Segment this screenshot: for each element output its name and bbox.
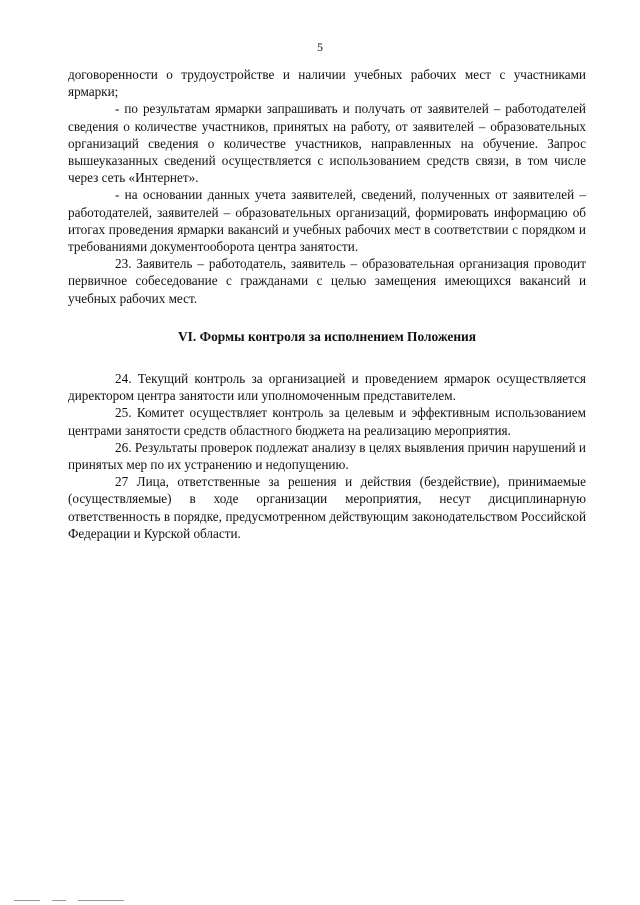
paragraph-item-23: 23. Заявитель – работодатель, заявитель – образовательная организация проводит первичное собеседование с гражданами с целью замещения имеющихся вакансий и учебных рабочих мест. bbox=[68, 256, 586, 306]
page-number: 5 bbox=[317, 40, 323, 54]
paragraph-item-24: 24. Текущий контроль за организацией и проведением ярмарок осуществляется директором центра занятости или уполномоченным представителем. bbox=[68, 371, 586, 404]
section-title: VI. Формы контроля за исполнением Положения bbox=[178, 328, 476, 344]
paragraph-item-25: 25. Комитет осуществляет контроль за целевым и эффективным использованием центрами занятости средств областного бюджета на реализацию мероприятия. bbox=[68, 405, 586, 438]
paragraph-item-26: 26. Результаты проверок подлежат анализу в целях выявления причин нарушений и принятых мер по их устранению и недопущению. bbox=[68, 439, 586, 473]
scan-artifact bbox=[78, 900, 124, 901]
paragraph-form-information: - на основании данных учета заявителей, сведений, полученных от заявителей – работодателей, заявителей – образовательных организаций, формировать информацию об итогах проведения ярмарки вакансий и учебных рабочих мест в соответствии с порядком и требованиями документооборота центра занятости. bbox=[68, 187, 586, 255]
scan-artifact bbox=[14, 900, 40, 901]
scan-artifact bbox=[52, 900, 66, 901]
document-body bbox=[68, 66, 586, 542]
paragraph-item-27: 27 Лица, ответственные за решения и действия (бездействие), принимаемые (осуществляемые) в ходе организации мероприятия, несут дисциплинарную ответственность в порядке, предусмотренном действующим законодательством Российской Федерации и Курской области. bbox=[68, 474, 586, 541]
paragraph-request-results: - по результатам ярмарки запрашивать и получать от заявителей – работодателей сведения о количестве участников, принятых на работу, от заявителей – образовательных организаций сведения о количестве участников, направленных на обучение. Запрос вышеуказанных сведений осуществляется с использованием средств связи, в том числе через сеть «Интернет». bbox=[68, 101, 586, 186]
paragraph-continuation: договоренности о трудоустройстве и наличии учебных рабочих мест с участниками ярмарки; bbox=[68, 67, 586, 100]
